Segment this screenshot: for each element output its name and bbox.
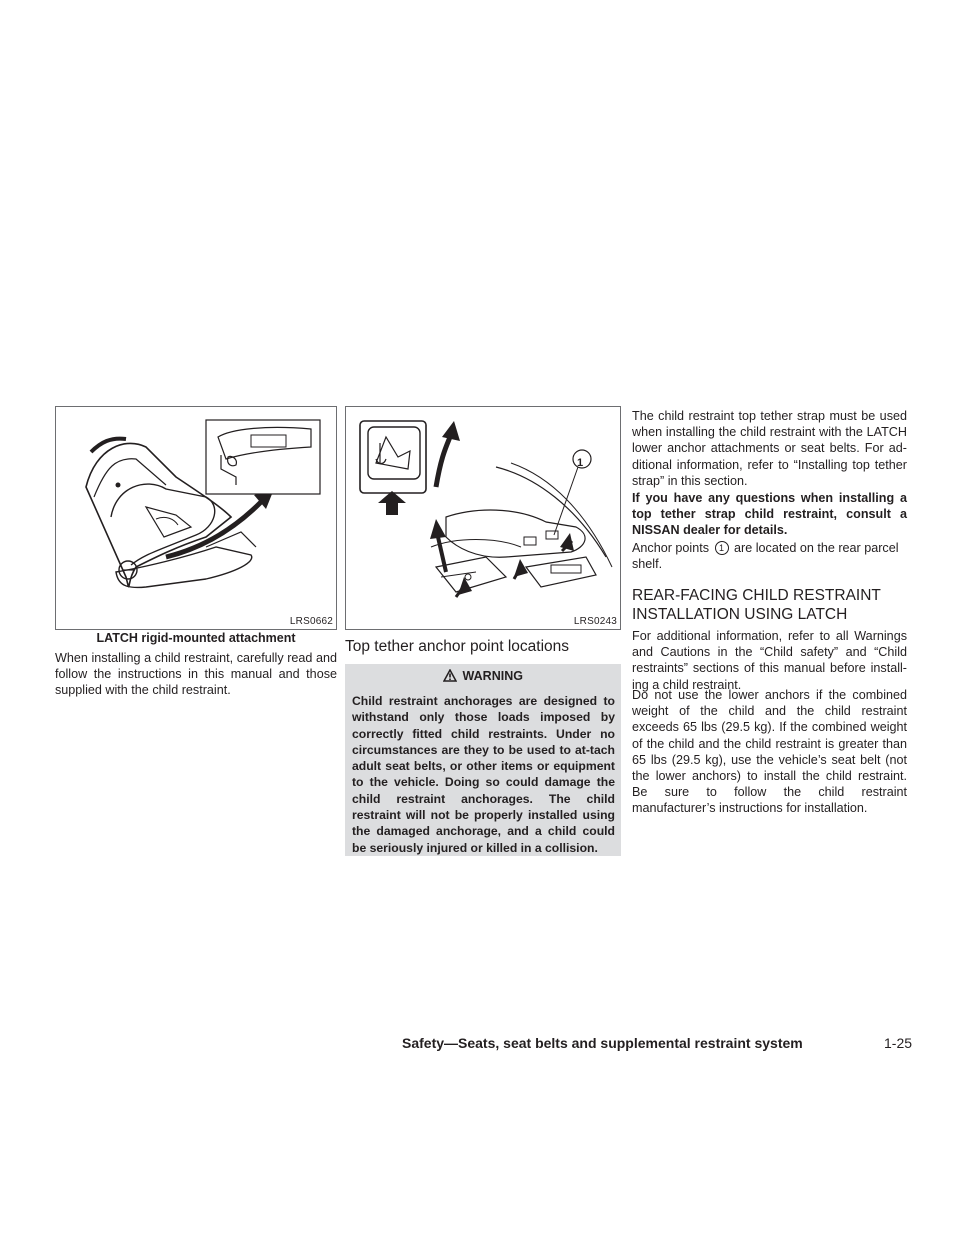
column3-para5: Do not use the lower anchors if the combined weight of the child and the child restraint exceeds 65 lbs (29.5 kg). If the combined weight of the child and the child restraint is greater than 65 lbs (29.5 kg), use the vehicle’s seat belt (not the lower anchors) to install the child restraint. Be sure to follow the child restraint manufacturer’s instructions for installation. xyxy=(632,688,907,816)
figure-latch-attachment xyxy=(55,406,337,630)
para3-before: Anchor points xyxy=(632,541,710,555)
figure-code: LRS0662 xyxy=(289,616,333,627)
warning-triangle-icon xyxy=(443,669,457,682)
column3-para2: If you have any questions when installing a top tether strap child restraint, consult a NISSAN dealer for details. xyxy=(632,491,907,538)
callout-number: 1 xyxy=(577,457,584,469)
section-heading: Top tether anchor point locations xyxy=(345,638,570,655)
column3-para1: The child restraint top tether strap must be used when installing the child restraint with the LATCH lower anchor attachments or seat belts. For ad-ditional information, refer to “Installing top tether strap” in this section. xyxy=(632,409,907,488)
para3-after: are located on the rear parcel shelf. xyxy=(632,541,899,572)
figure-tether-anchors xyxy=(345,406,621,630)
column3-para4: For additional information, refer to all Warnings and Cautions in the “Child safety” and “Child restraints” sections of this manual before install-ing a child restraint. xyxy=(632,629,907,692)
warning-title: WARNING xyxy=(462,669,523,683)
warning-title-row xyxy=(345,669,621,683)
footer-page-number: 1-25 xyxy=(884,1035,913,1051)
parcel-shelf-illustration xyxy=(346,407,620,629)
child-seat-illustration xyxy=(56,407,336,629)
figure-code: LRS0243 xyxy=(573,616,617,627)
figure-caption: LATCH rigid-mounted attachment xyxy=(96,631,296,645)
column1-paragraph: When installing a child restraint, carefully read and follow the instructions in this manual and those supplied with the child restraint. xyxy=(55,651,337,698)
column3-para3 xyxy=(632,540,907,572)
warning-text: Child restraint anchorages are designed to withstand only those loads imposed by correctly fitted child restraints. Under no circumstances are they to be used to at-tach adult seat belts, or other items or equipment to the vehicle. Doing so could damage the child restraint anchorages. The child restraint will not be properly installed using the damaged anchorage, and a child could be seriously injured or killed in a collision. xyxy=(352,694,615,855)
warning-box xyxy=(345,664,621,856)
anchor-marker: 1 xyxy=(715,541,729,555)
footer-section-title: Safety—Seats, seat belts and supplemental restraint system xyxy=(402,1035,803,1051)
column3-heading: REAR-FACING CHILD RESTRAINT INSTALLATION USING LATCH xyxy=(632,587,881,623)
